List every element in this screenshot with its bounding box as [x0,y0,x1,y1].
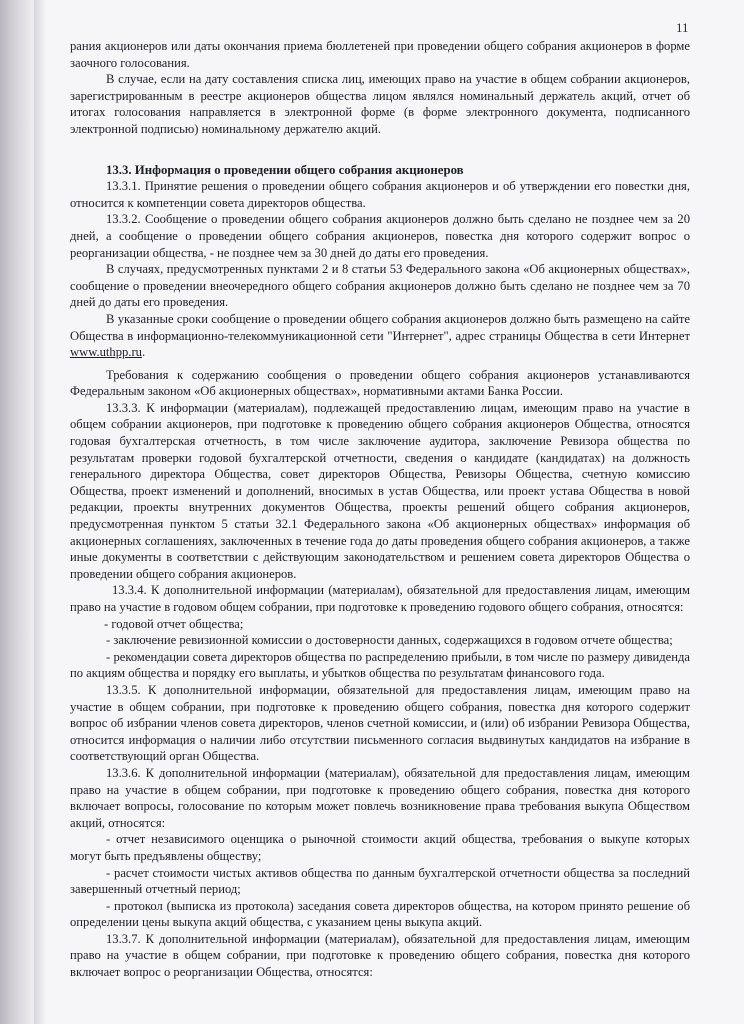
section-heading: 13.3. Информация о проведении общего собрания акционеров [106,162,464,177]
website-period: . [141,345,146,360]
list-item: - годовой отчет общества; [104,616,244,631]
paragraph-13-3-7: 13.3.7. К дополнительной информации (материалам), обязательной для предоставления лицам, имеющим право на участие в общем собрании, при подготовке к проведению общего собрания, повестка дня которого включает вопрос о реорганизации Общества, относятся: [70,931,690,980]
website-link[interactable]: www.uthpp.ru [70,345,142,360]
paragraph-13-3-5: 13.3.5. К дополнительной информации, обязательной для предоставления лицам, имеющим право на участие в общем собрании, при подготовке к проведению общего собрания, повестка дня которого содержит вопрос об избрании членов совета директоров, членов счетной комиссии, и (или) об избрании Ревизора Общества, относится информация о наличии либо отсутствии письменного согласия выдвинутых кандидатов на избрание в соответствующий орган Общества. [70,682,690,764]
paragraph-requirements: Требования к содержанию сообщения о проведении общего собрания акционеров устанавливаются Федеральным законом «Об акционерных обществах», нормативными актами Банка России. [70,367,690,399]
list-item: - расчет стоимости чистых активов общества по данным бухгалтерской отчетности общества за последний завершенный отчетный период; [70,865,690,897]
paragraph-website-publication [70,311,690,361]
website-text: В указанные сроки сообщение о проведении общего собрания акционеров должно быть размещено на сайте Общества в информационно-телекоммуникационной сети "Интернет", адрес страницы Общества в сети Интернет [70,311,690,343]
paragraph-extraordinary-meeting: В случаях, предусмотренных пунктами 2 и 8 статьи 53 Федерального закона «Об акционерных обществах», сообщение о проведении внеочередного общего собрания акционеров должно быть сделано не позднее чем за 70 дней до даты его проведения. [70,262,690,310]
paragraph-nominee-holder: В случае, если на дату составления списка лиц, имеющих право на участие в общем собрании акционеров, зарегистрированным в реестре акционеров общества лицом являлся номинальный держатель акций, отчет об итогах голосования направляется в электронной форме (в форме электронного документа, подписанного электронной подписью) номинальному держателю акций. [70,72,690,136]
paragraph-13-3-3: 13.3.3. К информации (материалам), подлежащей предоставлению лицам, имеющим право на участие в общем собрании акционеров, при подготовке к проведению общего собрания акционеров Общества, относятся годовая бухгалтерская отчетность, в том числе заключение аудитора, заключение Ревизора общества по результатам проверки годовой бухгалтерской отчетности, сведения о кандидате (кандидатах) на должность генерального директора Общества, совет директоров Общества, Ревизоры Общества, счетную комиссию Общества, проект изменений и дополнений, вносимых в устав Общества, или проект устава Общества в новой редакции, проекты внутренних документов Общества, проекты решений общего собрания акционеров, предусмотренная пунктом 5 статьи 32.1 Федерального закона «Об акционерных обществах» информация об акционерных соглашениях, заключенных в течение года до даты проведения общего собрания акционеров, а также иные документы в соответствии с действующим законодательством и решением совета директоров Общества о проведении общего собрания акционеров. [70,400,690,581]
list-item: - протокол (выписка из протокола) заседания совета директоров общества, на котором принято решение об определении цены выкупа акций общества, с указанием цены выкупа акций. [70,898,690,930]
list-item: - заключение ревизионной комиссии о достоверности данных, содержащихся в годовом отчете общества; [106,633,673,648]
paragraph-13-3-2: 13.3.2. Сообщение о проведении общего собрания акционеров должно быть сделано не позднее чем за 20 дней, а сообщение о проведении общего собрания акционеров, повестка дня которого содержит вопрос о реорганизации общества, - не позднее чем за 30 дней до даты его проведения. [70,212,690,260]
list-item: - рекомендации совета директоров общества по распределению прибыли, в том числе по размеру дивиденда по акциям общества и порядку его выплаты, и убытков общества по результатам финансового года. [70,649,690,681]
list-item: - отчет независимого оценщика о рыночной стоимости акций общества, требования о выкупе которых могут быть предъявлены обществу; [70,832,690,863]
paragraph-13-3-6: 13.3.6. К дополнительной информации (материалам), обязательной для предоставления лицам, имеющим право на участие в общем собрании, при подготовке к проведению общего собрания, повестка дня которого включает вопросы, голосование по которым может повлечь возникновение права требования выкупа Обществом акций, относятся: [70,765,690,830]
document-body [70,38,690,981]
paragraph-13-3-4: 13.3.4. К дополнительной информации (материалам), обязательной для предоставления лицам, имеющим право на участие в годовом общем собрании, при подготовке к проведению годового общего собрания, относятся: [70,583,690,614]
page-number: 11 [676,20,689,35]
paragraph-13-3-1: 13.3.1. Принятие решения о проведении общего собрания акционеров и об утверждении его повестки дня, относится к компетенции совета директоров общества. [70,179,690,210]
paragraph-continued: рания акционеров или даты окончания приема бюллетеней при проведении общего собрания акционеров в форме заочного голосования. [70,39,690,70]
